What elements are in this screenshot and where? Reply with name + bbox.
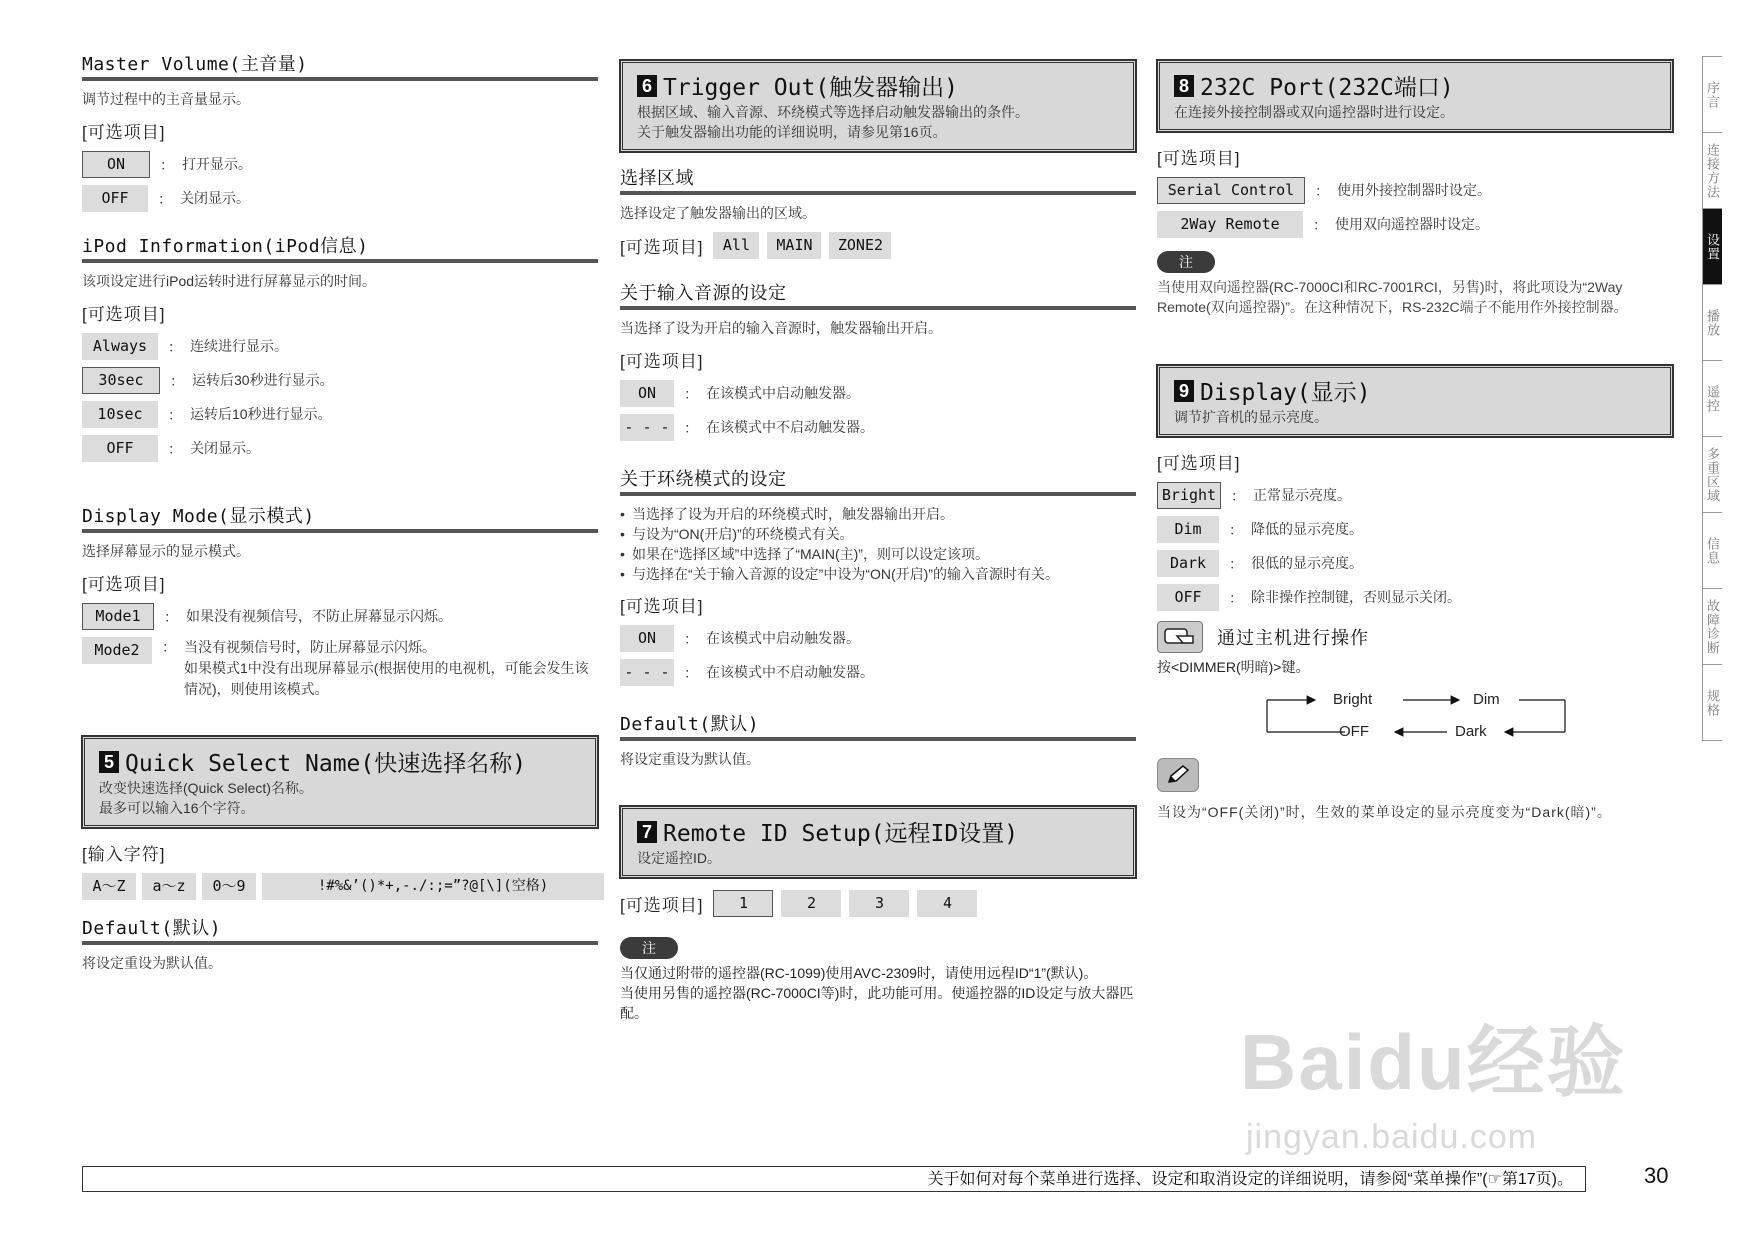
side-tab-setup[interactable]: 设置 [1702,208,1722,284]
option-row: - - - ： 在该模式中不启动触发器。 [620,659,1136,686]
master-volume-section [82,50,598,212]
option-tag-30sec[interactable]: 30sec [82,367,160,394]
quick-select-name-box [82,736,598,828]
option-desc: 关闭显示。 [180,190,250,206]
option-tag-id1[interactable]: 1 [713,890,773,917]
option-tag-off[interactable]: OFF [1157,584,1219,611]
side-tab-playback[interactable]: 播放 [1702,284,1722,360]
option-desc: 连续进行显示。 [190,338,288,354]
options-heading: [可选项目] [620,238,704,257]
option-row: Mode1 ： 如果没有视频信号，不防止屏幕显示闪烁。 [82,603,598,630]
option-row: - - - ： 在该模式中不启动触发器。 [620,414,1136,441]
bullet-list [620,504,1136,584]
section-heading: 选择区域 [620,164,1136,195]
zone-options [620,232,1136,259]
option-tag-id2[interactable]: 2 [781,890,841,917]
options-heading: [可选项目] [620,352,704,371]
options-heading: [可选项目] [620,896,704,915]
option-desc: 当没有视频信号时，防止屏幕显示闪烁。 [184,639,436,655]
option-row: OFF ： 除非操作控制键，否则显示关闭。 [1157,584,1673,611]
box-desc: 调节扩音机的显示亮度。 [1174,409,1328,425]
section-number: 5 [99,751,119,773]
box-title: Quick Select Name(快速选择名称) [125,751,527,777]
option-desc: 正常显示亮度。 [1253,487,1351,503]
remote-id-options [620,890,1136,917]
box-desc: 最多可以输入16个字符。 [99,800,255,816]
section-number: 9 [1174,380,1194,402]
section-number: 6 [637,75,657,97]
option-desc-extra: 如果模式1中没有出现屏幕显示(根据使用的电视机，可能会发生该情况)，则使用该模式。 [184,660,589,697]
options-heading: [可选项目] [620,597,704,616]
option-tag-off[interactable]: OFF [82,435,158,462]
option-row: Dim ： 降低的显示亮度。 [1157,516,1673,543]
char-set-digits: 0～9 [202,873,256,900]
option-row: 30sec ： 运转后30秒进行显示。 [82,367,598,394]
operation-title: 通过主机进行操作 [1217,628,1369,648]
side-tab-remote[interactable]: 遥控 [1702,360,1722,436]
section-desc: 该项设定进行iPod运转时进行屏幕显示的时间。 [82,273,377,289]
option-row: 10sec ： 运转后10秒进行显示。 [82,401,598,428]
option-row: Mode2 ： 当没有视频信号时，防止屏幕显示闪烁。 如果模式1中没有出现屏幕显示(根据使用的电视机，可能会发生该情况)，则使用该模式。 [82,637,598,700]
remote-id-box [620,806,1136,878]
option-tag-on[interactable]: ON [620,380,674,407]
section-number: 8 [1174,75,1194,97]
page-number: 30 [1644,1163,1669,1188]
column-middle [620,50,1136,1023]
option-tag-mode2[interactable]: Mode2 [82,637,152,664]
input-chars-heading: [输入字符] [82,845,166,864]
box-desc: 改变快速选择(Quick Select)名称。 [99,780,313,796]
option-row: ON ： 在该模式中启动触发器。 [620,380,1136,407]
box-title: 232C Port(232C端口) [1200,75,1454,101]
section-desc: 将设定重设为默认值。 [82,955,222,971]
note-text: 当使用双向遥控器(RC-7000CI和RC-7001RCI，另售)时，将此项设为“2Way Remote(双向遥控器)”。在这种情况下，RS-232C端子不能用作外接控制器。 [1157,279,1628,315]
default-section [82,914,598,974]
option-desc: 在该模式中不启动触发器。 [706,664,874,680]
section-heading: Default(默认) [620,710,1136,741]
brightness-cycle-diagram [1157,688,1577,746]
box-desc: 根据区域、输入音源、环绕模式等选择启动触发器输出的条件。 [637,104,1029,120]
option-tag-mode1[interactable]: Mode1 [82,603,154,630]
option-tag-always[interactable]: Always [82,333,158,360]
options-heading: [可选项目] [82,575,166,594]
bullet-item: • 当选择了设为开启的环绕模式时，触发器输出开启。 [620,504,1136,524]
column-right [1157,50,1673,822]
section-number: 7 [637,821,657,843]
side-tab-intro[interactable]: 序言 [1702,56,1722,132]
option-tag-none[interactable]: - - - [620,414,674,441]
option-desc: 在该模式中不启动触发器。 [706,419,874,435]
section-heading: Master Volume(主音量) [82,50,598,81]
display-mode-section [82,502,598,700]
char-set-upper: A～Z [82,873,136,900]
option-tag-id4[interactable]: 4 [917,890,977,917]
option-desc: 使用外接控制器时设定。 [1337,182,1491,198]
box-title: Display(显示) [1200,380,1371,406]
option-tag-none[interactable]: - - - [620,659,674,686]
option-tag-dark[interactable]: Dark [1157,550,1219,577]
option-desc: 除非操作控制键，否则显示关闭。 [1251,589,1461,605]
option-desc: 降低的显示亮度。 [1251,521,1363,537]
bullet-item: • 与设为“ON(开启)”的环绕模式有关。 [620,524,1136,544]
cycle-step-off: OFF [1339,723,1369,740]
option-tag-10sec[interactable]: 10sec [82,401,158,428]
default-section [620,710,1136,770]
box-desc: 关于触发器输出功能的详细说明，请参见第16页。 [637,124,947,140]
bullet-item: • 与选择在“关于输入音源的设定”中设为“ON(开启)”的输入音源时有关。 [620,564,1136,584]
watermark-logo: Baidu经验 [1240,1018,1627,1106]
option-desc: 关闭显示。 [190,440,260,456]
box-title: Remote ID Setup(远程ID设置) [663,821,1019,847]
options-heading: [可选项目] [82,305,166,324]
note-badge: 注 [1157,251,1215,273]
box-desc: 在连接外接控制器或双向遥控器时进行设定。 [1174,104,1454,120]
option-row: Always ： 连续进行显示。 [82,333,598,360]
option-row: 2Way Remote ： 使用双向遥控器时设定。 [1157,211,1673,238]
option-tag-2way-remote[interactable]: 2Way Remote [1157,211,1303,238]
tip-text: 当设为“OFF(关闭)”时，生效的菜单设定的显示亮度变为“Dark(暗)”。 [1157,804,1612,820]
input-chars-row [82,873,598,900]
option-desc: 运转后30秒进行显示。 [192,372,334,388]
option-row: OFF ： 关闭显示。 [82,435,598,462]
option-desc: 使用双向遥控器时设定。 [1335,216,1489,232]
options-heading: [可选项目] [1157,149,1241,168]
bullet-item: • 如果在“选择区域”中选择了“MAIN(主)”，则可以设定该项。 [620,544,1136,564]
section-desc: 调节过程中的主音量显示。 [82,91,250,107]
display-box [1157,365,1673,437]
option-row: ON ： 在该模式中启动触发器。 [620,625,1136,652]
option-tag-main[interactable]: MAIN [767,232,821,259]
section-heading: 关于环绕模式的设定 [620,465,1136,496]
section-heading: Default(默认) [82,914,598,945]
section-heading: Display Mode(显示模式) [82,502,598,533]
section-desc: 选择设定了触发器输出的区域。 [620,205,816,221]
surround-section [620,465,1136,686]
section-desc: 当选择了设为开启的输入音源时，触发器输出开启。 [620,320,942,336]
option-row: ON ： 打开显示。 [82,151,598,178]
hand-press-icon [1157,621,1203,653]
side-tab-connections[interactable]: 连接方法 [1702,132,1722,208]
option-tag-zone2[interactable]: ZONE2 [829,232,891,259]
zone-section [620,164,1136,259]
side-tabs [1702,56,1754,741]
option-tag-bright[interactable]: Bright [1157,482,1221,509]
box-desc: 设定遥控ID。 [637,850,721,866]
note-text: 当仅通过附带的遥控器(RC-1099)使用AVC-2309时，请使用远程ID“1”(默认)。 [620,965,1098,981]
option-tag-dim[interactable]: Dim [1157,516,1219,543]
column-left [82,50,598,982]
option-row: Bright ： 正常显示亮度。 [1157,482,1673,509]
section-heading: iPod Information(iPod信息) [82,232,598,263]
side-tab-multizone[interactable]: 多重区域 [1702,436,1722,512]
options-heading: [可选项目] [82,123,166,142]
ipod-info-section [82,232,598,462]
option-desc: 很低的显示亮度。 [1251,555,1363,571]
side-tab-info[interactable]: 信息 [1702,512,1722,588]
section-desc: 选择屏幕显示的显示模式。 [82,543,250,559]
option-tag-on[interactable]: ON [82,151,150,178]
input-source-section [620,279,1136,441]
section-heading: 关于输入音源的设定 [620,279,1136,310]
pencil-icon [1157,758,1199,792]
char-set-lower: a～z [142,873,196,900]
operation-desc: 按<DIMMER(明暗)>键。 [1157,659,1310,675]
footer-note: 关于如何对每个菜单进行选择、设定和取消设定的详细说明，请参阅“菜单操作”(☞第17页)。 [82,1166,1586,1192]
section-desc: 将设定重设为默认值。 [620,751,760,767]
232c-port-box [1157,60,1673,132]
option-desc: 运转后10秒进行显示。 [190,406,332,422]
option-desc: 打开显示。 [182,156,252,172]
options-heading: [可选项目] [1157,454,1241,473]
option-row: Dark ： 很低的显示亮度。 [1157,550,1673,577]
char-set-symbols: !#%&’()*+,-./:;=”?@[\](空格) [262,873,604,900]
side-tab-troubleshooting[interactable]: 故障诊断 [1702,588,1722,664]
trigger-out-box [620,60,1136,152]
cycle-step-dim: Dim [1473,691,1500,708]
option-row: OFF ： 关闭显示。 [82,185,598,212]
option-row: Serial Control ： 使用外接控制器时设定。 [1157,177,1673,204]
cycle-step-bright: Bright [1333,691,1373,708]
watermark-url: jingyan.baidu.com [1246,1118,1538,1156]
option-desc: 在该模式中启动触发器。 [706,385,860,401]
note-badge: 注 [620,937,678,959]
main-unit-operation-heading [1157,621,1673,653]
option-tag-on[interactable]: ON [620,625,674,652]
option-tag-off[interactable]: OFF [82,185,148,212]
side-tab-specs[interactable]: 规格 [1702,664,1722,741]
note-text: 当使用另售的遥控器(RC-7000CI等)时，此功能可用。使遥控器的ID设定与放大器匹配。 [620,985,1134,1021]
option-desc: 如果没有视频信号，不防止屏幕显示闪烁。 [186,608,452,624]
cycle-step-dark: Dark [1455,723,1487,740]
option-tag-id3[interactable]: 3 [849,890,909,917]
box-title: Trigger Out(触发器输出) [663,75,959,101]
option-tag-all[interactable]: All [713,232,759,259]
option-tag-serial-control[interactable]: Serial Control [1157,177,1305,204]
option-desc: 在该模式中启动触发器。 [706,630,860,646]
